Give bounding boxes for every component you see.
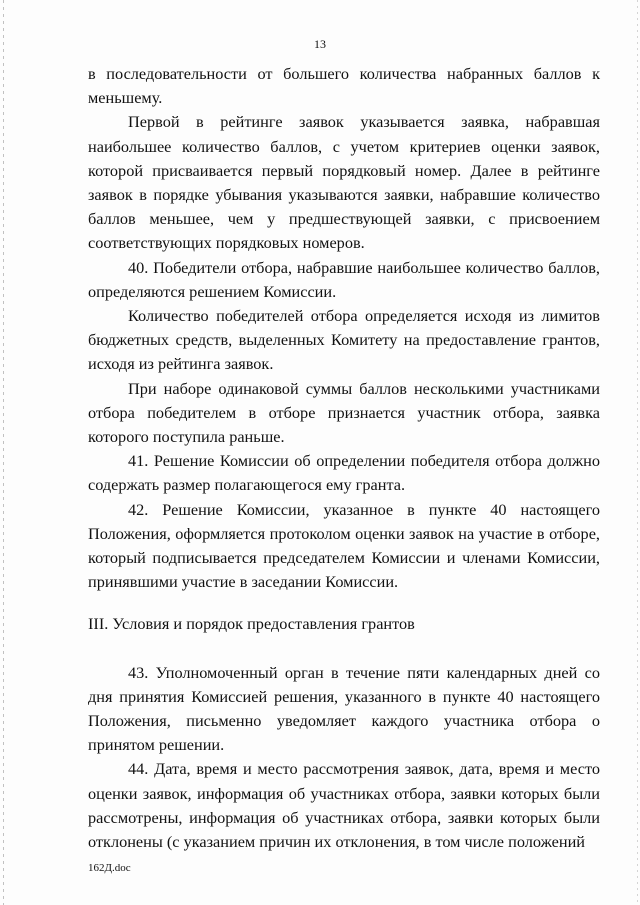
paragraph-item-44: 44. Дата, время и место рассмотрения заявок, дата, время и место оценки заявок, информация об участниках отбора, заявки которых были рассмотрены, информация об участниках отбора, заявки которых были отклонены (с указанием причин их отклонения, в том числе положений — [88, 759, 600, 852]
paragraph-item-41: 41. Решение Комиссии об определении победителя отбора должно содержать размер полагающегося ему гранта. — [88, 451, 600, 495]
paragraph-winners-count: Количество победителей отбора определяется исходя из лимитов бюджетных средств, выделенных Комитету на предоставление грантов, исходя из рейтинга заявок. — [88, 306, 600, 374]
paragraph-rating: Первой в рейтинге заявок указывается заявка, набравшая наибольшее количество баллов, с учетом критериев оценки заявок, которой присваивается первый порядковый номер. Далее в рейтинге заявок в порядке убывания указываются заявки, набравшие количество баллов меньшее, чем у предшествующей заявки, с присвоением соответствующих порядковых номеров. — [88, 112, 600, 253]
page-number: 13 — [314, 37, 326, 51]
paragraph-item-43: 43. Уполномоченный орган в течение пяти календарных дней со дня принятия Комиссией решения, указанного в пункте 40 настоящего Положения, письменно уведомляет каждого участника отбора о принятом решении. — [88, 662, 600, 755]
scan-edge-left — [3, 0, 4, 905]
paragraph-continuation: в последовательности от большего количества набранных баллов к меньшему. — [88, 64, 600, 108]
document-body — [88, 62, 600, 854]
footer-filename: 162Д.doc — [88, 862, 131, 874]
paragraph-item-42: 42. Решение Комиссии, указанное в пункте 40 настоящего Положения, оформляется протоколом оценки заявок на участие в отборе, который подписывается председателем Комиссии и членами Комиссии, принявшими участие в заседании Комиссии. — [88, 499, 600, 592]
paragraph-equal-score: При наборе одинаковой суммы баллов несколькими участниками отбора победителем в отборе признается участник отбора, заявка которого поступила раньше. — [88, 378, 600, 447]
paragraph-item-40: 40. Победители отбора, набравшие наибольшее количество баллов, определяются решением Комиссии. — [88, 257, 600, 301]
scan-edge-right — [637, 0, 638, 905]
section-heading: III. Условия и порядок предоставления грантов — [88, 614, 415, 634]
